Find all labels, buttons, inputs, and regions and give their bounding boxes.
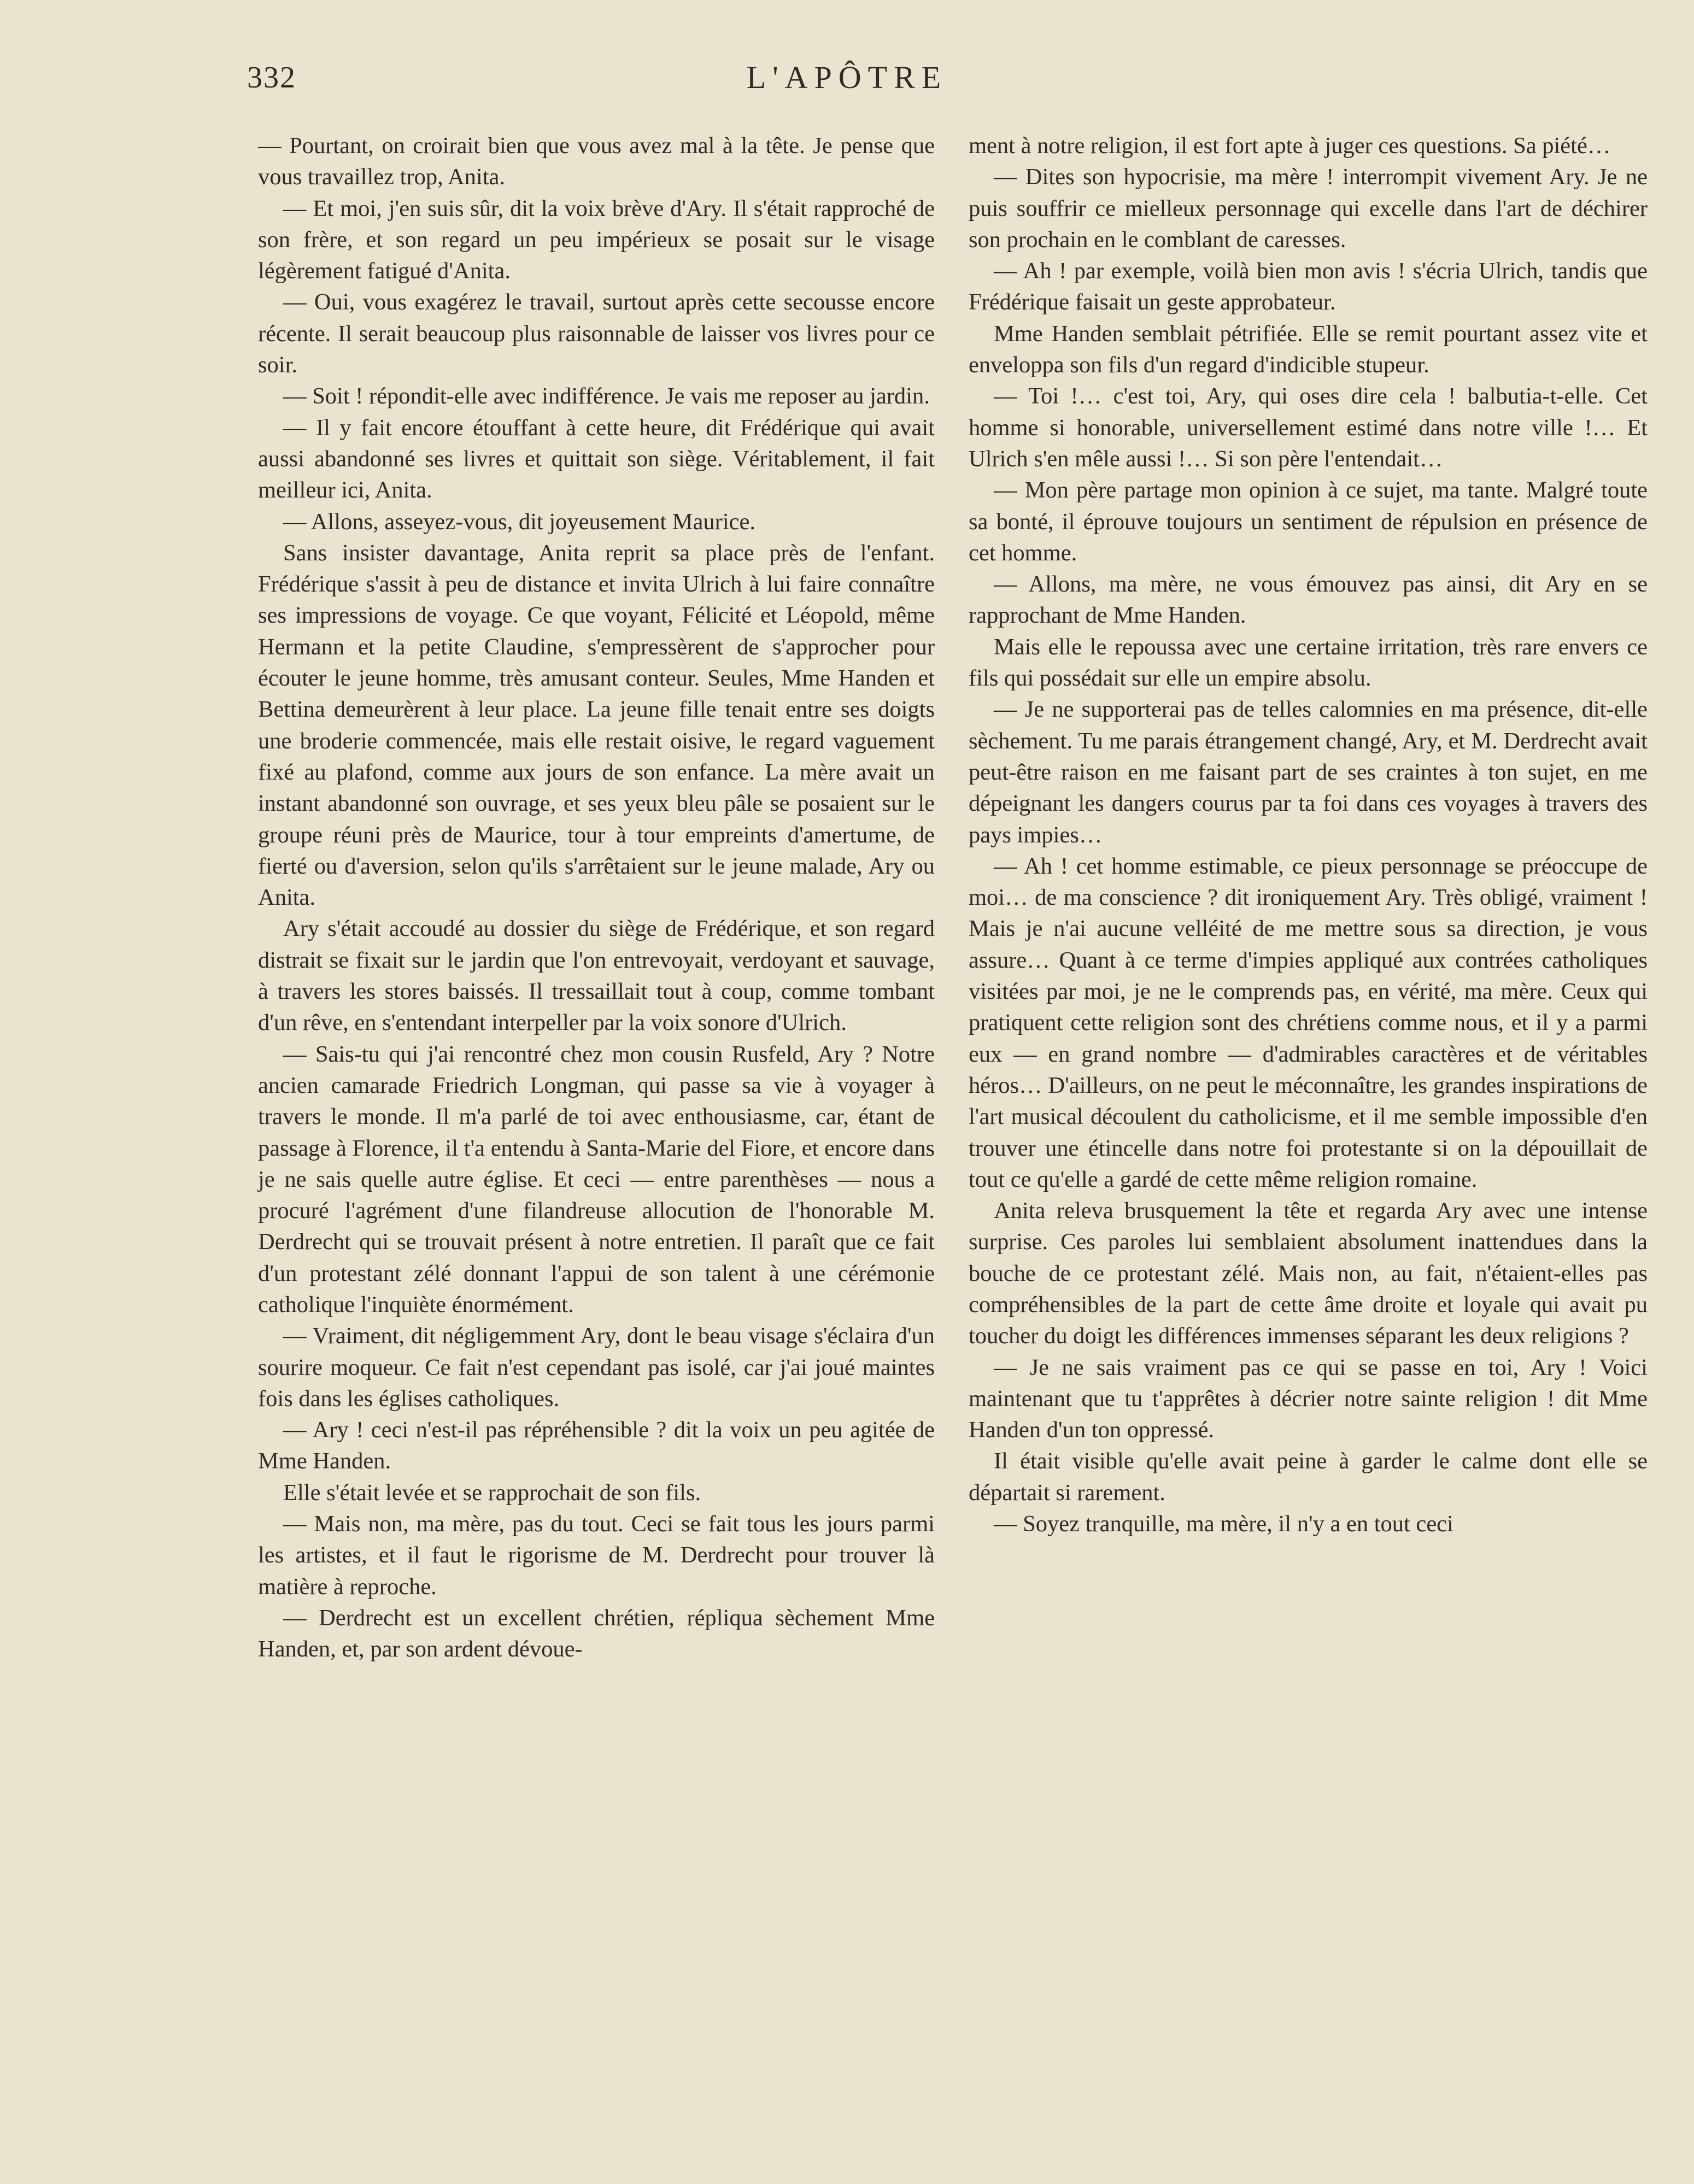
paragraph: Il était visible qu'elle avait peine à garder le calme dont elle se départait si rarement.: [969, 1448, 1648, 1506]
paragraph: ment à notre religion, il est fort apte à juger ces questions. Sa piété…: [969, 133, 1611, 159]
running-title: L'APÔTRE: [746, 60, 948, 95]
paragraph: — Pourtant, on croirait bien que vous avez mal à la tête. Je pense que vous travaillez trop, Anita.: [258, 133, 935, 190]
paragraph: — Vraiment, dit négligemment Ary, dont le beau visage s'éclaira d'un sourire moqueur. Ce fait n'est cependant pas isolé, car j'ai joué maintes fois dans les églises catholiques.: [258, 1323, 935, 1412]
paragraph: — Soit ! répondit-elle avec indifférence. Je vais me reposer au jardin.: [283, 383, 930, 409]
paragraph: — Et moi, j'en suis sûr, dit la voix brève d'Ary. Il s'était rapproché de son frère, et son regard un peu impérieux se posait sur le visage légèrement fatigué d'Anita.: [258, 195, 935, 284]
paragraph: — Je ne sais vraiment pas ce qui se passe en toi, Ary ! Voici maintenant que tu t'apprêtes à décrier notre sainte religion ! dit Mme Handen d'un ton oppressé.: [969, 1354, 1648, 1443]
paragraph: — Ah ! par exemple, voilà bien mon avis ! s'écria Ulrich, tandis que Frédérique faisait un geste approbateur.: [969, 258, 1648, 315]
paragraph: — Mais non, ma mère, pas du tout. Ceci se fait tous les jours parmi les artistes, et il faut le rigorisme de M. Derdrecht pour trouver là matière à reproche.: [258, 1511, 935, 1600]
paragraph: — Mon père partage mon opinion à ce sujet, ma tante. Malgré toute sa bonté, il éprouve toujours un sentiment de répulsion en présence de cet homme.: [969, 477, 1648, 566]
text-column-left: [258, 130, 935, 1665]
paragraph: — Ary ! ceci n'est-il pas répréhensible ? dit la voix un peu agitée de Mme Handen.: [258, 1417, 935, 1474]
paragraph: Ary s'était accoudé au dossier du siège de Frédérique, et son regard distrait se fixait sur le jardin que l'on entrevoyait, verdoyant et sauvage, à travers les stores baissés. Il tressaillait tout à coup, comme tombant d'un rêve, en s'entendant interpeller par la voix sonore d'Ulrich.: [258, 916, 935, 1036]
paragraph: — Il y fait encore étouffant à cette heure, dit Frédérique qui avait aussi abandonné ses livres et quittait son siège. Véritablement, il fait meilleur ici, Anita.: [258, 414, 935, 503]
paragraph: — Ah ! cet homme estimable, ce pieux personnage se préoccupe de moi… de ma conscience ? dit ironiquement Ary. Très obligé, vraiment ! Mais je n'ai aucune velléité de me mettre sous sa direction, je vous assure… Quant à ce terme d'impies appliqué aux contrées catholiques visitées par moi, je ne le comprends pas, en vérité, ma mère. Ceux qui pratiquent cette religion sont des chrétiens comme nous, et il y a parmi eux — en grand nombre — d'admirables caractères et de véritables héros… D'ailleurs, on ne peut le méconnaître, les grandes inspirations de l'art musical découlent du catholicisme, et il me semble impossible d'en trouver une étincelle dans notre foi protestante si on la dépouillait de tout ce qu'elle a gardé de cette même religion romaine.: [969, 853, 1648, 1192]
paragraph: — Toi !… c'est toi, Ary, qui oses dire cela ! balbutia-t-elle. Cet homme si honorable, universellement estimé dans notre ville !… Et Ulrich s'en mêle aussi !… Si son père l'entendait…: [969, 383, 1648, 472]
paragraph: Sans insister davantage, Anita reprit sa place près de l'enfant. Frédérique s'assit à peu de distance et invita Ulrich à lui faire connaître ses impressions de voyage. Ce que voyant, Félicité et Léopold, même Hermann et la petite Claudine, s'empressèrent de s'approcher pour écouter le jeune homme, très amusant conteur. Seules, Mme Handen et Bettina demeurèrent à leur place. La jeune fille tenait entre ses doigts une broderie commencée, mais elle restait oisive, le regard vaguement fixé au plafond, comme aux jours de son enfance. La mère avait un instant abandonné son ouvrage, et ses yeux bleu pâle se posaient sur le groupe réuni près de Maurice, tour à tour empreints d'amertume, de fierté ou d'aversion, selon qu'ils s'arrêtaient sur le jeune malade, Ary ou Anita.: [258, 540, 935, 911]
paragraph: — Sais-tu qui j'ai rencontré chez mon cousin Rusfeld, Ary ? Notre ancien camarade Friedrich Longman, qui passe sa vie à voyager à travers le monde. Il m'a parlé de toi avec enthousiasme, car, étant de passage à Florence, il t'a entendu à Santa-Marie del Fiore, et encore dans je ne sais quelle autre église. Et ceci — entre parenthèses — nous a procuré l'agrément d'une filandreuse allocution de l'honorable M. Derdrecht qui se trouvait présent à notre entretien. Il paraît que ce fait d'un protestant zélé donnant l'appui de son talent à une cérémonie catholique l'inquiète énormément.: [258, 1041, 935, 1318]
text-column-right: [969, 130, 1648, 1539]
paragraph: — Je ne supporterai pas de telles calomnies en ma présence, dit-elle sèchement. Tu me parais étrangement changé, Ary, et M. Derdrecht avait peut-être raison en me faisant part de ses craintes à ton sujet, en me dépeignant les dangers courus par ta foi dans ces voyages à travers des pays impies…: [969, 696, 1648, 848]
paragraph: — Derdrecht est un excellent chrétien, répliqua sèchement Mme Handen, et, par son ardent dévoue-: [258, 1605, 935, 1662]
page-number: 332: [247, 61, 296, 95]
paragraph: Mais elle le repoussa avec une certaine irritation, très rare envers ce fils qui possédait sur elle un empire absolu.: [969, 634, 1648, 692]
paragraph: Anita releva brusquement la tête et regarda Ary avec une intense surprise. Ces paroles lui semblaient absolument inattendues dans la bouche de ce protestant zélé. Mais non, au fait, n'étaient-elles pas compréhensibles de la part de cette âme droite et loyale qui avait pu toucher du doigt les différences immenses séparant les deux religions ?: [969, 1198, 1648, 1349]
paragraph: Mme Handen semblait pétrifiée. Elle se remit pourtant assez vite et enveloppa son fils d'un regard d'indicible stupeur.: [969, 320, 1648, 378]
paragraph: — Dites son hypocrisie, ma mère ! interrompit vivement Ary. Je ne puis souffrir ce mielleux personnage qui excelle dans l'art de déchirer son prochain en le comblant de caresses.: [969, 164, 1648, 253]
paragraph: — Allons, asseyez-vous, dit joyeusement Maurice.: [283, 508, 755, 535]
paragraph: — Soyez tranquille, ma mère, il n'y a en tout ceci: [994, 1511, 1453, 1537]
paragraph: — Oui, vous exagérez le travail, surtout après cette secousse encore récente. Il serait beaucoup plus raisonnable de laisser vos livres pour ce soir.: [258, 289, 935, 378]
paragraph: — Allons, ma mère, ne vous émouvez pas ainsi, dit Ary en se rapprochant de Mme Handen.: [969, 571, 1648, 629]
paragraph: Elle s'était levée et se rapprochait de son fils.: [283, 1479, 701, 1506]
